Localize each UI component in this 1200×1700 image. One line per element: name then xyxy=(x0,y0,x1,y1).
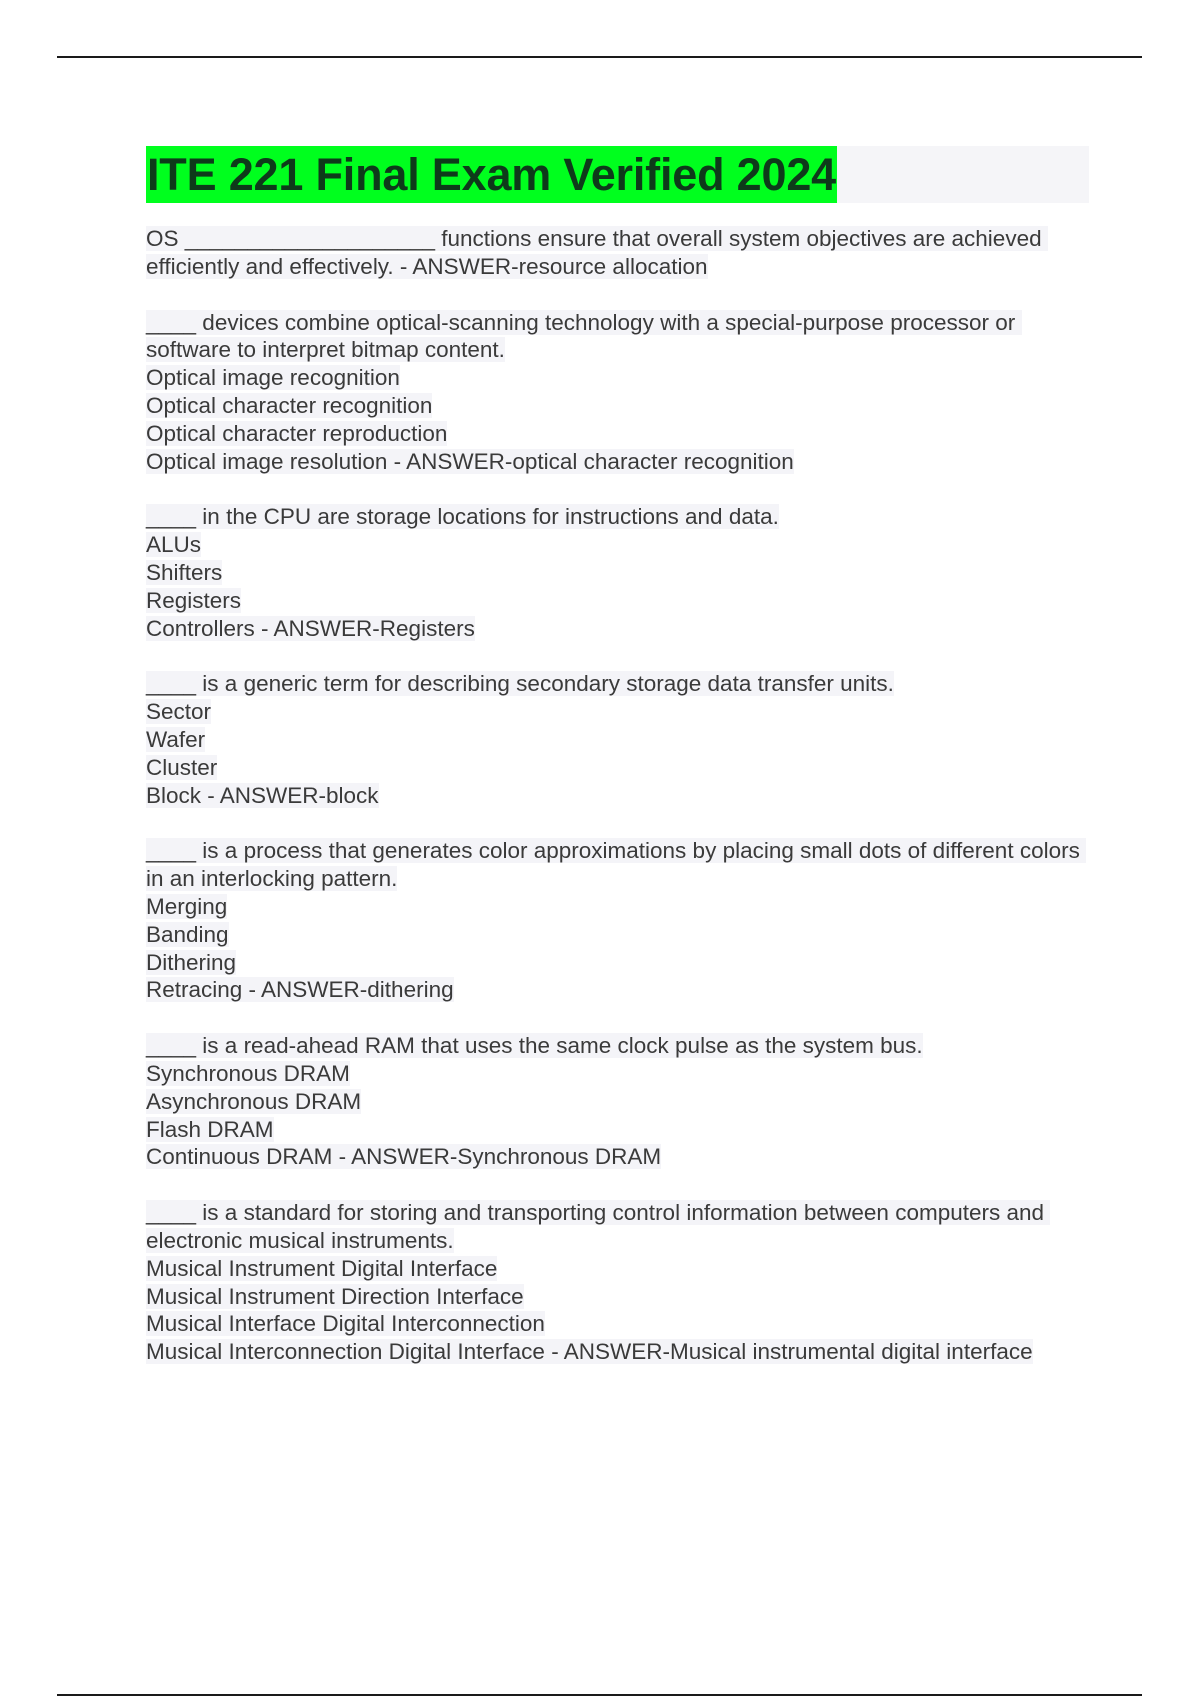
answer-option: Shifters xyxy=(146,559,223,585)
top-rule xyxy=(57,56,1142,58)
answer-option: Dithering xyxy=(146,949,237,975)
answer-option: Flash DRAM xyxy=(146,1116,274,1142)
answer-option: Optical image recognition xyxy=(146,365,400,391)
answer-option: Optical character reproduction xyxy=(146,420,448,446)
question-4 xyxy=(146,670,1089,809)
answer-option-with-answer: Optical image resolution - ANSWER-optical character recognition xyxy=(146,448,794,474)
question-6 xyxy=(146,1032,1089,1171)
bottom-rule xyxy=(57,1694,1142,1696)
title-bar xyxy=(146,146,1089,203)
document-body xyxy=(146,146,1089,1394)
question-text: ____ is a process that generates color approximations by placing small dots of different colors in an interlocking pattern. xyxy=(146,838,1087,892)
answer-option: Cluster xyxy=(146,754,218,780)
answer-option-with-answer: Retracing - ANSWER-dithering xyxy=(146,977,454,1003)
answer-option: Banding xyxy=(146,921,229,947)
answer-option-with-answer: Musical Interconnection Digital Interface - ANSWER-Musical instrumental digital interface xyxy=(146,1339,1033,1365)
answer-option: Synchronous DRAM xyxy=(146,1060,350,1086)
question-5 xyxy=(146,837,1089,1004)
question-7 xyxy=(146,1199,1089,1366)
answer-option: Musical Instrument Digital Interface xyxy=(146,1255,498,1281)
question-text: ____ is a standard for storing and transporting control information between computers and electronic musical instruments. xyxy=(146,1200,1051,1253)
question-1 xyxy=(146,225,1089,281)
question-text: ____ in the CPU are storage locations for instructions and data. xyxy=(146,504,779,530)
question-2 xyxy=(146,309,1089,476)
question-text: ____ is a read-ahead RAM that uses the same clock pulse as the system bus. xyxy=(146,1033,923,1059)
question-3 xyxy=(146,503,1089,642)
answer-option: Registers xyxy=(146,587,242,613)
answer-option: Musical Interface Digital Interconnection xyxy=(146,1311,545,1337)
answer-option: ALUs xyxy=(146,532,202,558)
document-title: ITE 221 Final Exam Verified 2024 xyxy=(146,146,837,203)
question-list xyxy=(146,225,1089,1366)
answer-option: Asynchronous DRAM xyxy=(146,1088,362,1114)
answer-option: Merging xyxy=(146,893,228,919)
answer-option: Sector xyxy=(146,699,212,725)
answer-option: Wafer xyxy=(146,726,206,752)
question-text: ____ is a generic term for describing secondary storage data transfer units. xyxy=(146,671,894,697)
answer-option: Optical character recognition xyxy=(146,392,433,418)
question-text: ____ devices combine optical-scanning technology with a special-purpose processor or software to interpret bitmap content. xyxy=(146,309,1022,363)
question-text: OS ____________________ functions ensure that overall system objectives are achieved efficiently and effectively. - ANSWER-resource allocation xyxy=(146,226,1048,279)
answer-option-with-answer: Controllers - ANSWER-Registers xyxy=(146,615,475,641)
answer-option-with-answer: Block - ANSWER-block xyxy=(146,782,379,808)
answer-option-with-answer: Continuous DRAM - ANSWER-Synchronous DRAM xyxy=(146,1144,662,1170)
answer-option: Musical Instrument Direction Interface xyxy=(146,1283,524,1309)
